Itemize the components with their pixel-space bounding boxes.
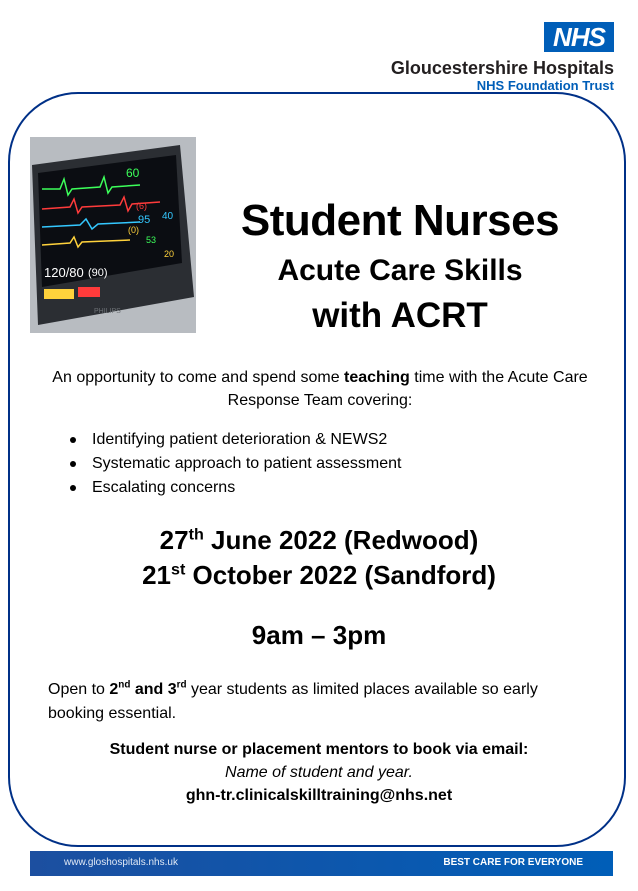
footer-tagline: BEST CARE FOR EVERYONE <box>443 857 583 868</box>
list-item-text: Identifying patient deterioration & NEWS2 <box>92 431 388 448</box>
title-line-2: Acute Care Skills <box>277 254 523 287</box>
monitor-value-hr: 60 <box>126 166 140 180</box>
session-time: 9am – 3pm <box>251 620 387 650</box>
list-item <box>70 428 402 452</box>
date-2-rest: October 2022 (Sandford) <box>185 560 496 590</box>
topic-list <box>70 428 402 500</box>
list-item-text: Systematic approach to patient assessment <box>92 455 402 472</box>
bullet-icon <box>70 461 76 467</box>
bullet-icon <box>70 485 76 491</box>
org-name: Gloucestershire Hospitals <box>390 58 614 78</box>
intro-before: An opportunity to come and spend some <box>52 369 345 386</box>
open-post: year students as limited places available so early booking essential. <box>48 681 538 722</box>
bullet-icon <box>70 437 76 443</box>
monitor-value-53: 53 <box>146 235 157 245</box>
list-item <box>70 476 402 500</box>
date-1-rest: June 2022 (Redwood) <box>203 525 479 555</box>
title-line-3: with ACRT <box>312 296 488 335</box>
booking-email[interactable]: ghn-tr.clinicalskilltraining@nhs.net <box>185 787 453 804</box>
title-line-1: Student Nurses <box>240 196 560 245</box>
nhs-logo: NHS <box>544 22 614 52</box>
intro-bold: teaching <box>344 369 410 386</box>
intro-after: time with the Acute Care Response Team covering: <box>227 369 588 409</box>
date-2 <box>0 560 638 591</box>
monitor-value-6: (6) <box>136 201 147 211</box>
list-item-text: Escalating concerns <box>92 479 236 496</box>
date-1 <box>0 525 638 556</box>
footer-bar <box>30 851 613 876</box>
date-1-suffix: th <box>188 525 204 544</box>
monitor-value-0: (0) <box>128 225 139 235</box>
open-y1: 2 <box>109 681 119 698</box>
eligibility-text <box>48 678 598 726</box>
monitor-brand: PHILIPS <box>94 308 121 315</box>
date-2-suffix: st <box>170 560 186 579</box>
date-2-day: 21 <box>142 560 171 590</box>
open-mid: and 3 <box>130 681 177 698</box>
monitor-value-map: (90) <box>88 267 108 279</box>
open-y1-sup: nd <box>118 679 131 691</box>
list-item <box>70 452 402 476</box>
intro-paragraph <box>40 366 600 412</box>
footer-url-link[interactable]: www.gloshospitals.nhs.uk <box>64 857 178 868</box>
org-subtitle: NHS Foundation Trust <box>476 78 614 93</box>
monitor-value-spo2: 95 <box>138 214 151 226</box>
open-y2-sup: rd <box>176 679 187 691</box>
monitor-value-bp: 120/80 <box>44 265 84 280</box>
open-pre: Open to <box>48 681 110 698</box>
monitor-value-20: 20 <box>164 249 175 259</box>
patient-monitor-image <box>30 137 196 333</box>
monitor-value-40: 40 <box>162 211 174 222</box>
booking-heading: Student nurse or placement mentors to book via email: <box>109 741 529 758</box>
booking-note: Name of student and year. <box>225 764 413 781</box>
date-1-day: 27 <box>159 525 189 555</box>
